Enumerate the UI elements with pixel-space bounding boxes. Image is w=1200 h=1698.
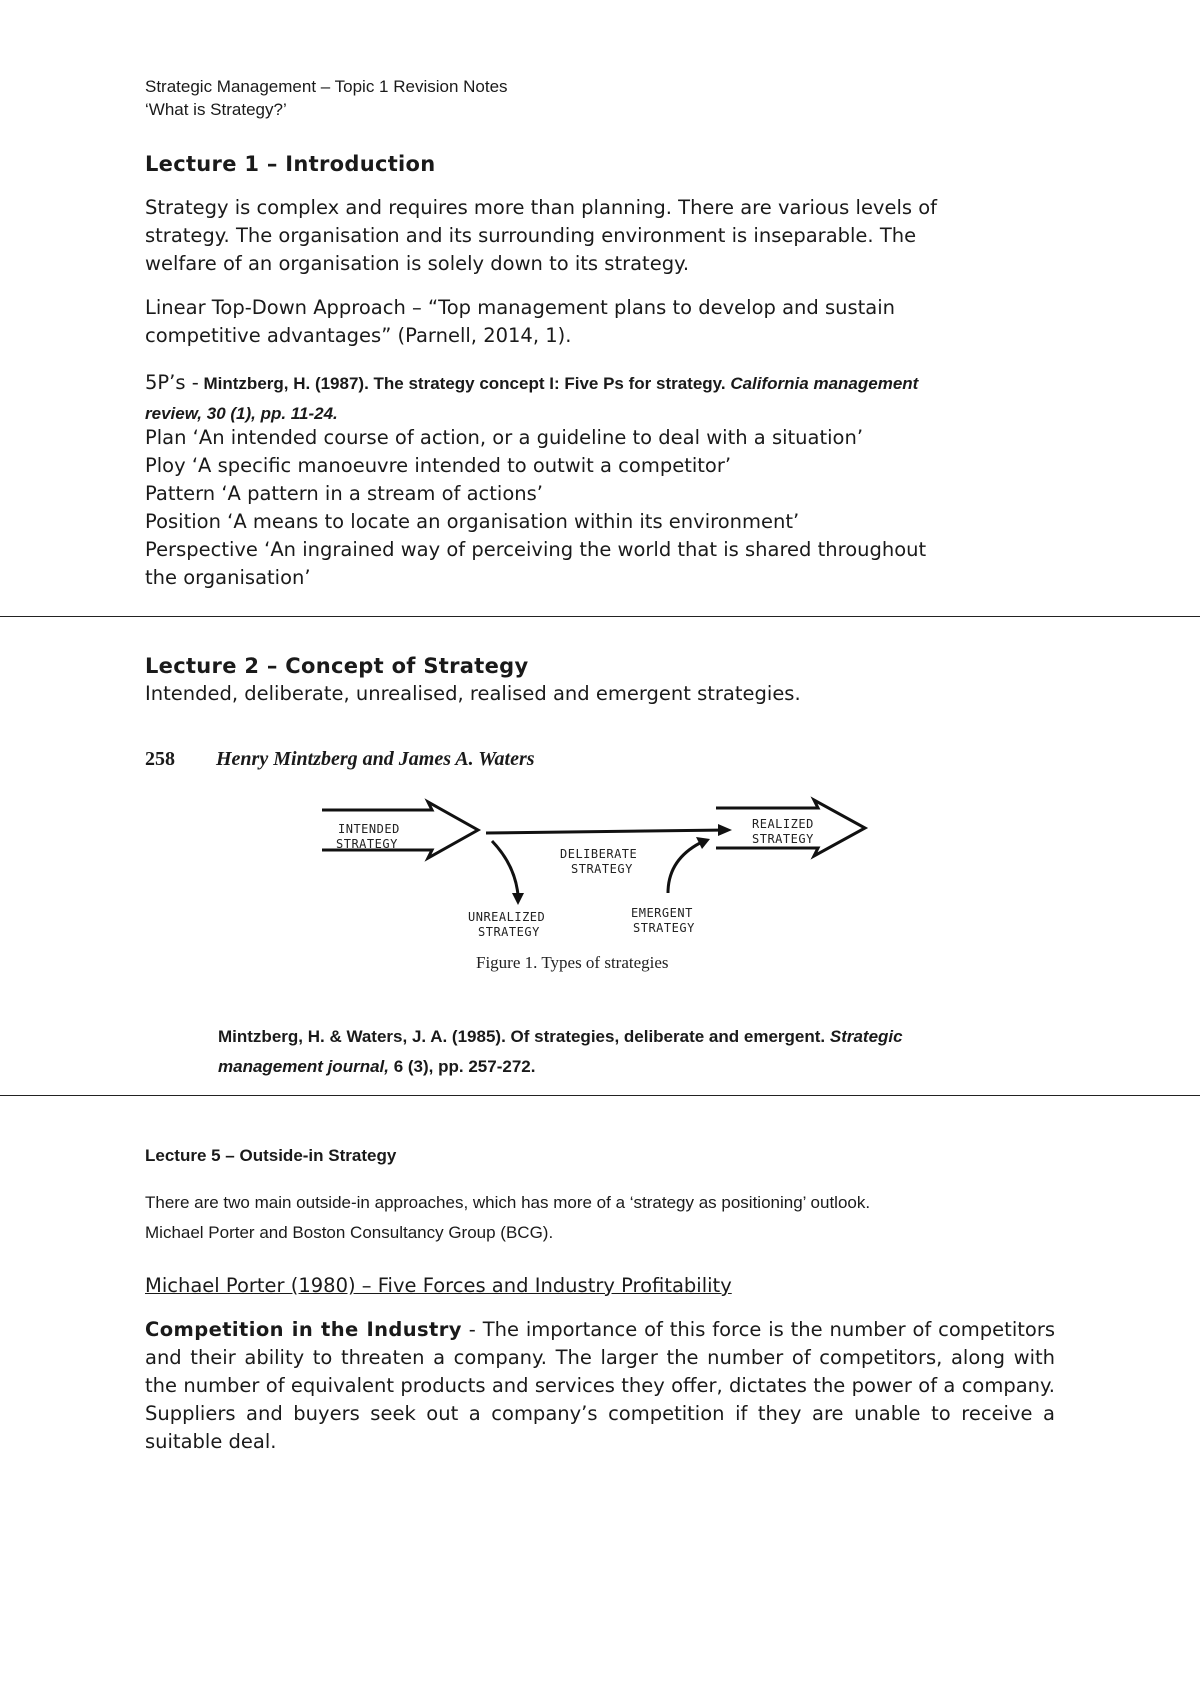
lecture-1-paragraph-1 (145, 194, 1055, 278)
figure-header (145, 748, 535, 771)
section-divider (0, 1095, 1200, 1096)
text-line: Linear Top-Down Approach – “Top management plans to develop and sustain (145, 296, 896, 319)
text-line: welfare of an organisation is solely down to its strategy. (145, 252, 690, 275)
realized-label-line-1: REALIZED (752, 817, 814, 831)
emergent-curve (668, 843, 700, 893)
intended-label-line-2: STRATEGY (336, 837, 398, 851)
lecture-5-heading: Lecture 5 – Outside-in Strategy (145, 1146, 397, 1165)
deliberate-label-line-1: DELIBERATE (560, 847, 638, 861)
document-subtitle: ‘What is Strategy?’ (145, 100, 287, 119)
text-line: There are two main outside-in approaches, which has more of a ‘strategy as positioning’ outlook. (145, 1193, 871, 1212)
five-ps-citation: Mintzberg, H. (1987). The strategy concept I: Five Ps for strategy. (203, 374, 726, 393)
unrealized-label-line-2: STRATEGY (478, 925, 540, 939)
text-line: strategy. The organisation and its surrounding environment is inseparable. The (145, 224, 917, 247)
list-item-perspective: Perspective ‘An ingrained way of perceiving the world that is shared throughout (145, 538, 927, 561)
unrealized-curve (492, 841, 518, 895)
text-line: competitive advantages” (Parnell, 2014, 1). (145, 324, 572, 347)
porter-heading: Michael Porter (1980) – Five Forces and Industry Profitability (145, 1274, 732, 1297)
figure-page-number: 258 (145, 748, 175, 770)
unrealized-label-line-1: UNREALIZED (468, 910, 546, 924)
list-item-pattern: Pattern ‘A pattern in a stream of actions’ (145, 482, 543, 505)
five-ps-journal-details: review, 30 (1), pp. 11-24. (145, 404, 338, 423)
lecture-5-intro (145, 1188, 870, 1248)
section-divider (0, 616, 1200, 617)
document-title: Strategic Management – Topic 1 Revision Notes (145, 77, 508, 96)
deliberate-arrowhead (718, 824, 732, 836)
emergent-label-line-1: EMERGENT (631, 906, 693, 920)
strategy-types-diagram (300, 795, 900, 975)
list-item-position: Position ‘A means to locate an organisation within its environment’ (145, 510, 800, 533)
reference-journal: Strategic (829, 1027, 903, 1046)
competition-lead: Competition in the Industry (145, 1318, 462, 1341)
lecture-2-reference (218, 1022, 903, 1082)
list-item-perspective-cont: the organisation’ (145, 566, 311, 589)
lecture-2-heading: Lecture 2 – Concept of Strategy (145, 654, 529, 678)
unrealized-arrowhead (512, 893, 524, 905)
lecture-1-heading: Lecture 1 – Introduction (145, 152, 436, 176)
list-item-ploy: Ploy ‘A specific manoeuvre intended to outwit a competitor’ (145, 454, 732, 477)
figure-caption: Figure 1. Types of strategies (476, 953, 669, 972)
text-line: Michael Porter and Boston Consultancy Group (BCG). (145, 1223, 554, 1242)
figure-authors: Henry Mintzberg and James A. Waters (216, 748, 535, 770)
emergent-label-line-2: STRATEGY (633, 921, 695, 935)
lecture-1-paragraph-2 (145, 294, 1055, 350)
text-line: Strategy is complex and requires more than planning. There are various levels of (145, 196, 938, 219)
reference-journal-cont: management journal, (218, 1057, 389, 1076)
five-ps-reference (145, 368, 918, 429)
five-ps-lead: 5P’s - (145, 371, 199, 394)
lecture-2-intro: Intended, deliberate, unrealised, realised and emergent strategies. (145, 682, 801, 705)
five-ps-journal: California management (730, 374, 919, 393)
document-header (145, 75, 508, 121)
deliberate-label-line-2: STRATEGY (571, 862, 633, 876)
competition-text: - The importance of this force is the number of competitors and their ability to threaten a company. The larger the number of competitors, along with the number of equivalent products and services they offer, dictates the power of a company. Suppliers and buyers seek out a company’s competition if they are unable to receive a suitable deal. (145, 1318, 1055, 1453)
deliberate-strategy-line (486, 830, 728, 833)
reference-citation: Mintzberg, H. & Waters, J. A. (1985). Of strategies, deliberate and emergent. (218, 1027, 826, 1046)
intended-label-line-1: INTENDED (338, 822, 400, 836)
realized-label-line-2: STRATEGY (752, 832, 814, 846)
list-item-plan: Plan ‘An intended course of action, or a guideline to deal with a situation’ (145, 426, 864, 449)
reference-details: 6 (3), pp. 257-272. (393, 1057, 536, 1076)
five-ps-list (145, 424, 926, 592)
competition-paragraph (145, 1316, 1055, 1456)
